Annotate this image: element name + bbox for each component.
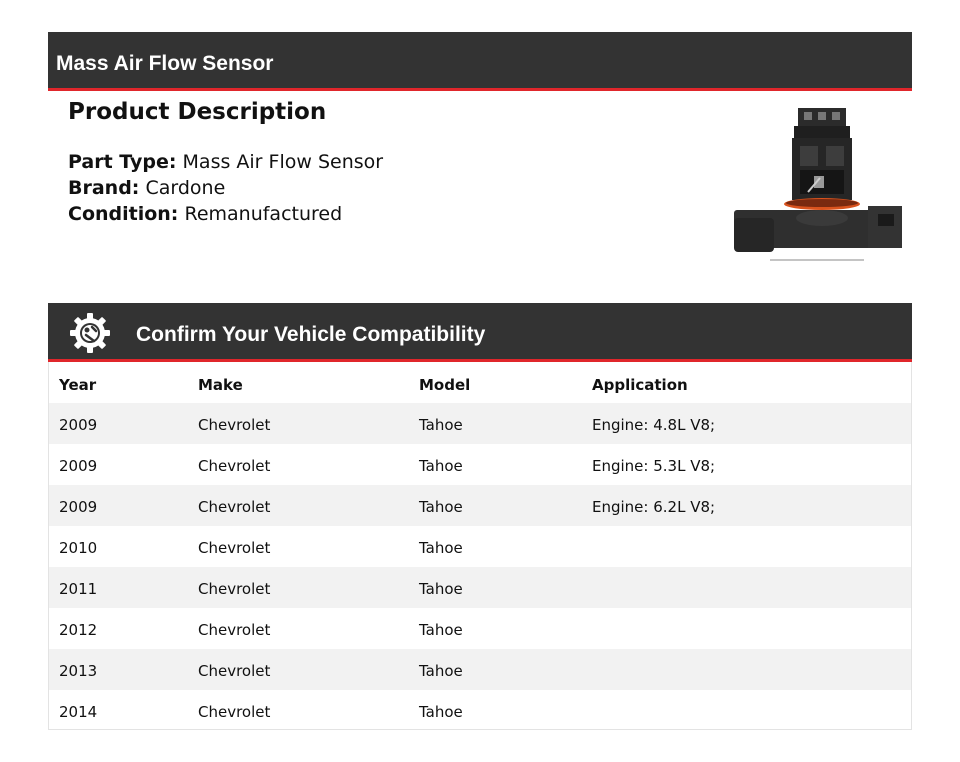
cell-model: Tahoe: [419, 457, 463, 475]
cell-make: Chevrolet: [198, 416, 271, 434]
product-title: Mass Air Flow Sensor: [56, 52, 274, 75]
column-header-year: Year: [59, 376, 97, 394]
column-header-model: Model: [419, 376, 471, 394]
cell-model: Tahoe: [419, 662, 463, 680]
spec-list: [68, 149, 383, 227]
cell-model: Tahoe: [419, 621, 463, 639]
table-row: [49, 403, 911, 444]
cell-model: Tahoe: [419, 416, 463, 434]
cell-model: Tahoe: [419, 580, 463, 598]
cell-model: Tahoe: [419, 703, 463, 721]
cell-year: 2010: [59, 539, 98, 557]
table-row: [49, 444, 911, 485]
title-band: [48, 32, 912, 91]
cell-application: Engine: 4.8L V8;: [592, 416, 716, 434]
product-image: [728, 100, 906, 270]
cell-year: 2011: [59, 580, 98, 598]
cell-application: Engine: 6.2L V8;: [592, 498, 716, 516]
cell-application: Engine: 5.3L V8;: [592, 457, 716, 475]
cell-year: 2014: [59, 703, 98, 721]
spec-condition: [68, 201, 383, 227]
spec-label: Part Type:: [68, 151, 177, 173]
cell-model: Tahoe: [419, 539, 463, 557]
table-row: [49, 690, 911, 731]
cell-make: Chevrolet: [198, 498, 271, 516]
cell-model: Tahoe: [419, 498, 463, 516]
cell-year: 2009: [59, 416, 98, 434]
table-row: [49, 526, 911, 567]
compatibility-title: Confirm Your Vehicle Compatibility: [136, 323, 486, 346]
table-row: [49, 649, 911, 690]
cell-make: Chevrolet: [198, 580, 271, 598]
spec-label: Brand:: [68, 177, 140, 199]
column-header-application: Application: [592, 376, 688, 394]
cell-make: Chevrolet: [198, 457, 271, 475]
cell-make: Chevrolet: [198, 621, 271, 639]
spec-value: Remanufactured: [184, 203, 343, 225]
table-row: [49, 608, 911, 649]
cell-make: Chevrolet: [198, 662, 271, 680]
spec-brand: [68, 175, 383, 201]
spec-value: Mass Air Flow Sensor: [182, 151, 384, 173]
gear-icon: [68, 311, 112, 355]
column-header-make: Make: [198, 376, 243, 394]
compatibility-band: [48, 303, 912, 362]
spec-part-type: [68, 149, 383, 175]
description-heading: Product Description: [68, 99, 327, 125]
compatibility-table: [48, 362, 912, 730]
cell-make: Chevrolet: [198, 539, 271, 557]
table-header-row: [49, 362, 911, 403]
spec-value: Cardone: [145, 177, 226, 199]
cell-year: 2009: [59, 498, 98, 516]
cell-year: 2012: [59, 621, 98, 639]
cell-year: 2013: [59, 662, 98, 680]
table-row: [49, 567, 911, 608]
product-description: [68, 96, 383, 227]
table-row: [49, 485, 911, 526]
cell-year: 2009: [59, 457, 98, 475]
spec-label: Condition:: [68, 203, 179, 225]
cell-make: Chevrolet: [198, 703, 271, 721]
